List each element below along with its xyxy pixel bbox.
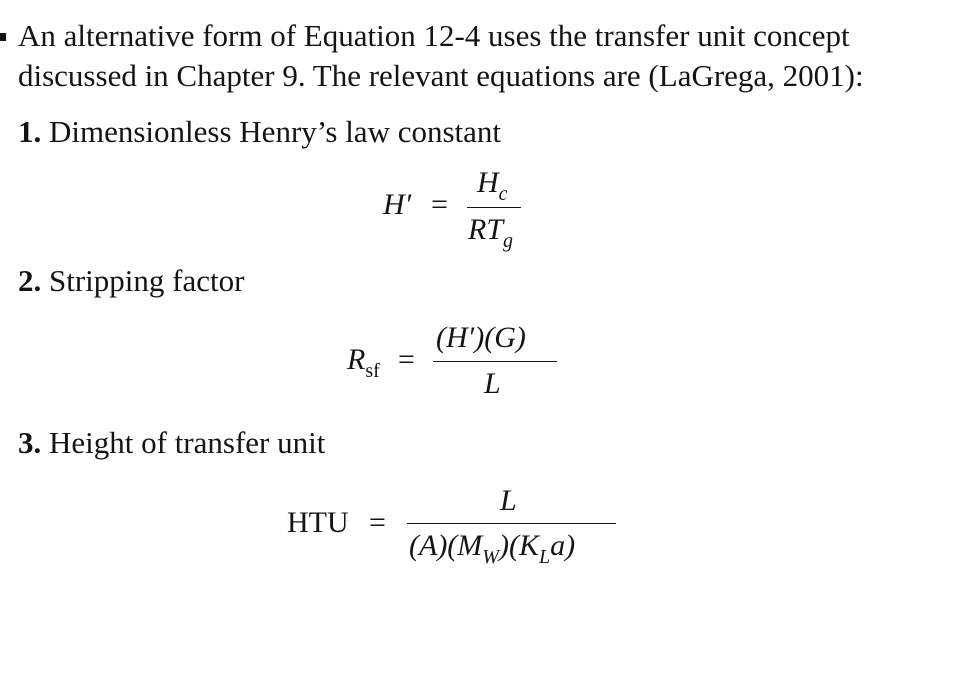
fraction-bar [433, 361, 557, 362]
lhs-main: R [347, 343, 366, 376]
equals-sign: = [431, 188, 448, 221]
list-item-label: Stripping factor [49, 263, 245, 298]
denominator-part-b: )(K [498, 529, 539, 562]
equals-sign: = [398, 343, 415, 376]
numerator-subscript: c [498, 183, 508, 205]
list-item-height-transfer-unit [18, 425, 325, 461]
fraction-bar [467, 207, 521, 208]
intro-line-2: discussed in Chapter 9. The relevant equations are (LaGrega, 2001): [18, 58, 864, 93]
fraction-denominator: L [484, 367, 501, 400]
denominator-subscript-l: L [538, 546, 551, 568]
list-item-label: Dimensionless Henry’s law constant [49, 114, 502, 149]
equation-lhs [347, 343, 380, 382]
fraction-denominator [409, 529, 576, 568]
list-item-number: 1. [18, 114, 42, 149]
denominator-subscript: g [503, 230, 514, 252]
list-item-number: 3. [18, 425, 42, 460]
fraction-numerator [477, 166, 508, 205]
list-item-stripping-factor [18, 263, 244, 299]
fraction-numerator: (H′)(G) [436, 321, 526, 354]
fraction-bar [407, 523, 616, 524]
equation-lhs: H′ [383, 188, 412, 221]
numerator-main: H [477, 166, 499, 199]
list-item-label: Height of transfer unit [49, 425, 326, 460]
list-item-henry-constant [18, 114, 501, 150]
paragraph-marker [0, 33, 6, 41]
denominator-part-a: (A)(M [409, 529, 483, 562]
lhs-subscript: sf [365, 360, 380, 382]
fraction-numerator: L [500, 484, 517, 517]
equals-sign: = [369, 506, 386, 539]
list-item-number: 2. [18, 263, 42, 298]
denominator-subscript-w: W [482, 546, 499, 568]
equation-lhs: HTU [287, 506, 349, 539]
denominator-main: RT [468, 213, 504, 246]
denominator-part-c: a) [550, 529, 576, 562]
fraction-denominator [468, 213, 514, 252]
intro-line-1: An alternative form of Equation 12-4 uses the transfer unit concept [18, 18, 850, 53]
